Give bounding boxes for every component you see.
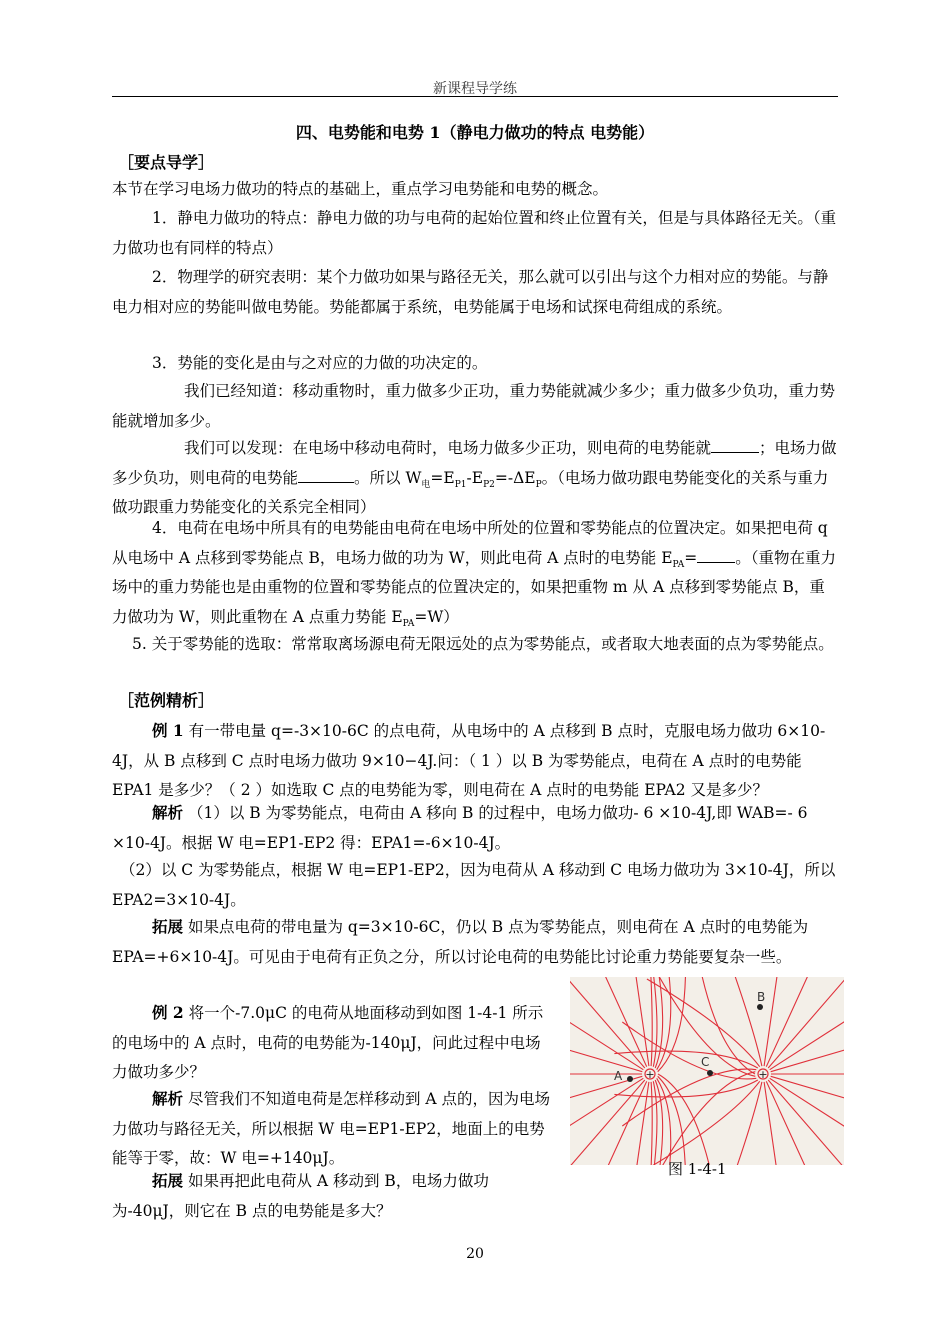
section-key-points: ［要点导学］ [118,153,215,172]
extension-1 [112,912,838,972]
page-number: 20 [466,1246,484,1262]
example-1-label: 例 1 [152,721,184,740]
point-4-text-d: =W） [414,607,459,626]
subscript-dian: 电 [421,479,431,490]
header-rule [112,96,838,97]
field-lines-figure [570,977,844,1165]
point-2: 2．物理学的研究表明：某个力做功如果与路径无关，那么就可以引出与这个力相对应的势能。与静电力相对应的势能叫做电势能。势能都属于系统，电势能属于电场和试探电荷组成的系统。 [112,268,829,316]
point-3: 3．势能的变化是由与之对应的力做的功决定的。 [152,354,488,372]
point-3-text-f: =-ΔE [494,468,536,487]
subscript-p1: P1 [454,479,467,490]
field-line [570,993,643,1070]
field-line [648,977,652,1066]
field-line [719,977,762,1066]
point-4-text-b: = [684,548,698,567]
example-1 [112,716,838,806]
subscript-pa-2: PA [402,618,415,629]
point-b [757,1004,763,1010]
answer-blank-2[interactable] [298,466,354,483]
field-line [570,1080,645,1165]
point-3-text-d: =E [430,468,455,487]
point-3-text-b: ；电场力做多少负功，则电荷的电势能 [112,439,837,487]
point-a-label: A [614,1069,623,1083]
intro-paragraph: 本节在学习电场力做功的特点的基础上，重点学习电势能和电势的概念。 [112,180,609,198]
solution-2 [112,1084,552,1174]
figure-caption: 图 1-4-1 [668,1160,727,1178]
field-line [570,1078,643,1155]
field-line [622,1069,756,1126]
point-3-text-e: -E [466,468,484,487]
solution-2-label: 解析 [152,1089,184,1108]
extension-2 [112,1166,552,1226]
point-3-text-a: 我们可以发现：在电场中移动电荷时，电场力做多少正功，则电荷的电势能就 [184,439,712,457]
point-3-text-c: 。所以 W [354,468,422,487]
example-1-text: 有一带电量 q=-3×10-6C 的点电荷，从电场中的 A 点移到 B 点时，克服电场力做功 6×10-4J，从 B 点移到 C 点时电场力做功 9×10−4J.问：（ 1 ）以 B 为零势能点，电荷在 A 点时的电势能 EPA1 是多少？（ 2 ）如选取 C 点的电势能为零，则电荷在 A 点时的电势能 EPA2 又是多少？ [112,722,826,799]
page-header: 新课程导学练 [433,81,517,97]
point-c-label: C [701,1055,710,1069]
field-line [719,1082,762,1165]
point-3-gravity: 我们已经知道：移动重物时，重力做多少正功，重力势能就减少多少；重力做多少负功，重力势能就增加多少。 [112,382,836,430]
field-line [768,977,844,1068]
point-a [627,1076,633,1082]
point-c [707,1070,713,1076]
field-line [768,1080,844,1165]
extension-2-text: 如果再把此电荷从 A 移动到 B，电场力做功为-40μJ，则它在 B 点的电势能是多大？ [112,1172,489,1220]
field-line [770,1078,844,1155]
section-examples: ［范例精析］ [118,691,215,710]
point-3-text-g: 。（电场力做功跟电势能变化的关系与重力做功跟重力势能变化的关系完全相同） [112,468,829,516]
point-1: 1．静电力做功的特点：静电力做的功与电荷的起始位置和终止位置有关，但是与具体路径无关。（重力做功也有同样的特点） [112,209,837,257]
point-4-text-a: 4．电荷在电场中所具有的电势能由电荷在电场中所处的位置和零势能点的位置决定。如果把电荷 q 从电场中 A 点移到零势能点 B，电场力做的功为 W，则此电荷 A 点时的电势能 E [112,519,828,567]
point-4-text-c: 。（重物在重力场中的重力势能也是由重物的位置和零势能点的位置决定的，如果把重物 m 从 A 点移到零势能点 B，重力做功为 W，则此重物在 A 点重力势能 E [112,548,837,626]
answer-blank-1[interactable] [711,436,759,453]
example-2-text: 将一个-7.0μC 的电荷从地面移动到如图 1-4-1 所示的电场中的 A 点时，电荷的电势能为-140μJ，问此过程中电场力做功多少？ [112,1004,544,1081]
point-4 [112,514,838,632]
field-lines-diagram [570,977,844,1165]
field-lines-left-charge [570,977,718,1165]
field-line [770,993,844,1070]
subscript-p: P [535,479,542,490]
field-line [570,1076,642,1116]
solution-1-part-2: （2）以 C 为零势能点，根据 W 电=EP1-EP2，因为电荷从 A 移动到 C 电场力做功为 3×10-4J，所以 EPA2=3×10-4J。 [112,861,836,909]
subscript-p2: P2 [483,479,495,490]
answer-blank-3[interactable] [697,546,735,563]
example-2-label: 例 2 [152,1003,184,1022]
field-line [588,1081,647,1165]
field-line [570,977,645,1068]
field-line [622,1022,756,1079]
example-2 [112,998,552,1088]
subscript-pa: PA [672,559,685,570]
page-title: 四、电势能和电势 1（静电力做功的特点 电势能） [295,123,655,142]
solution-1-text-a: （1）以 B 为零势能点，电荷由 A 移向 B 的过程中，电场力做功- 6 ×10-4J,即 WAB=- 6 ×10-4J。根据 W 电=EP1-EP2 得：EPA1=-6×10-4J。 [112,804,808,852]
solution-2-text: 尽管我们不知道电荷是怎样移动到 A 点的，因为电场力做功与路径无关，所以根据 W 电=EP1-EP2，地面上的电势能等于零，故：W 电=+140μJ。 [112,1090,551,1167]
extension-1-label: 拓展 [152,917,184,936]
field-line [658,977,686,1072]
point-b-label: B [757,990,766,1004]
solution-1-label: 解析 [152,803,184,822]
point-5: 5. 关于零势能的选取：常常取离场源电荷无限远处的点为零势能点，或者取大地表面的点为零势能点。 [132,635,834,653]
solution-1 [112,798,838,858]
field-line [570,1032,642,1072]
field-line [766,1081,825,1165]
field-line [648,1082,652,1165]
plus-label-left: + [645,1068,655,1081]
extension-1-text: 如果点电荷的带电量为 q=3×10-6C，仍以 B 点为零势能点，则电荷在 A 点时的电势能为 EPA=+6×10-4J。可见由于电荷有正负之分，所以讨论电荷的电势能比讨论重力势能要复杂一些。 [112,918,809,966]
point-3-electric [112,434,838,523]
plus-label-right: + [758,1068,768,1081]
extension-2-label: 拓展 [152,1171,184,1190]
